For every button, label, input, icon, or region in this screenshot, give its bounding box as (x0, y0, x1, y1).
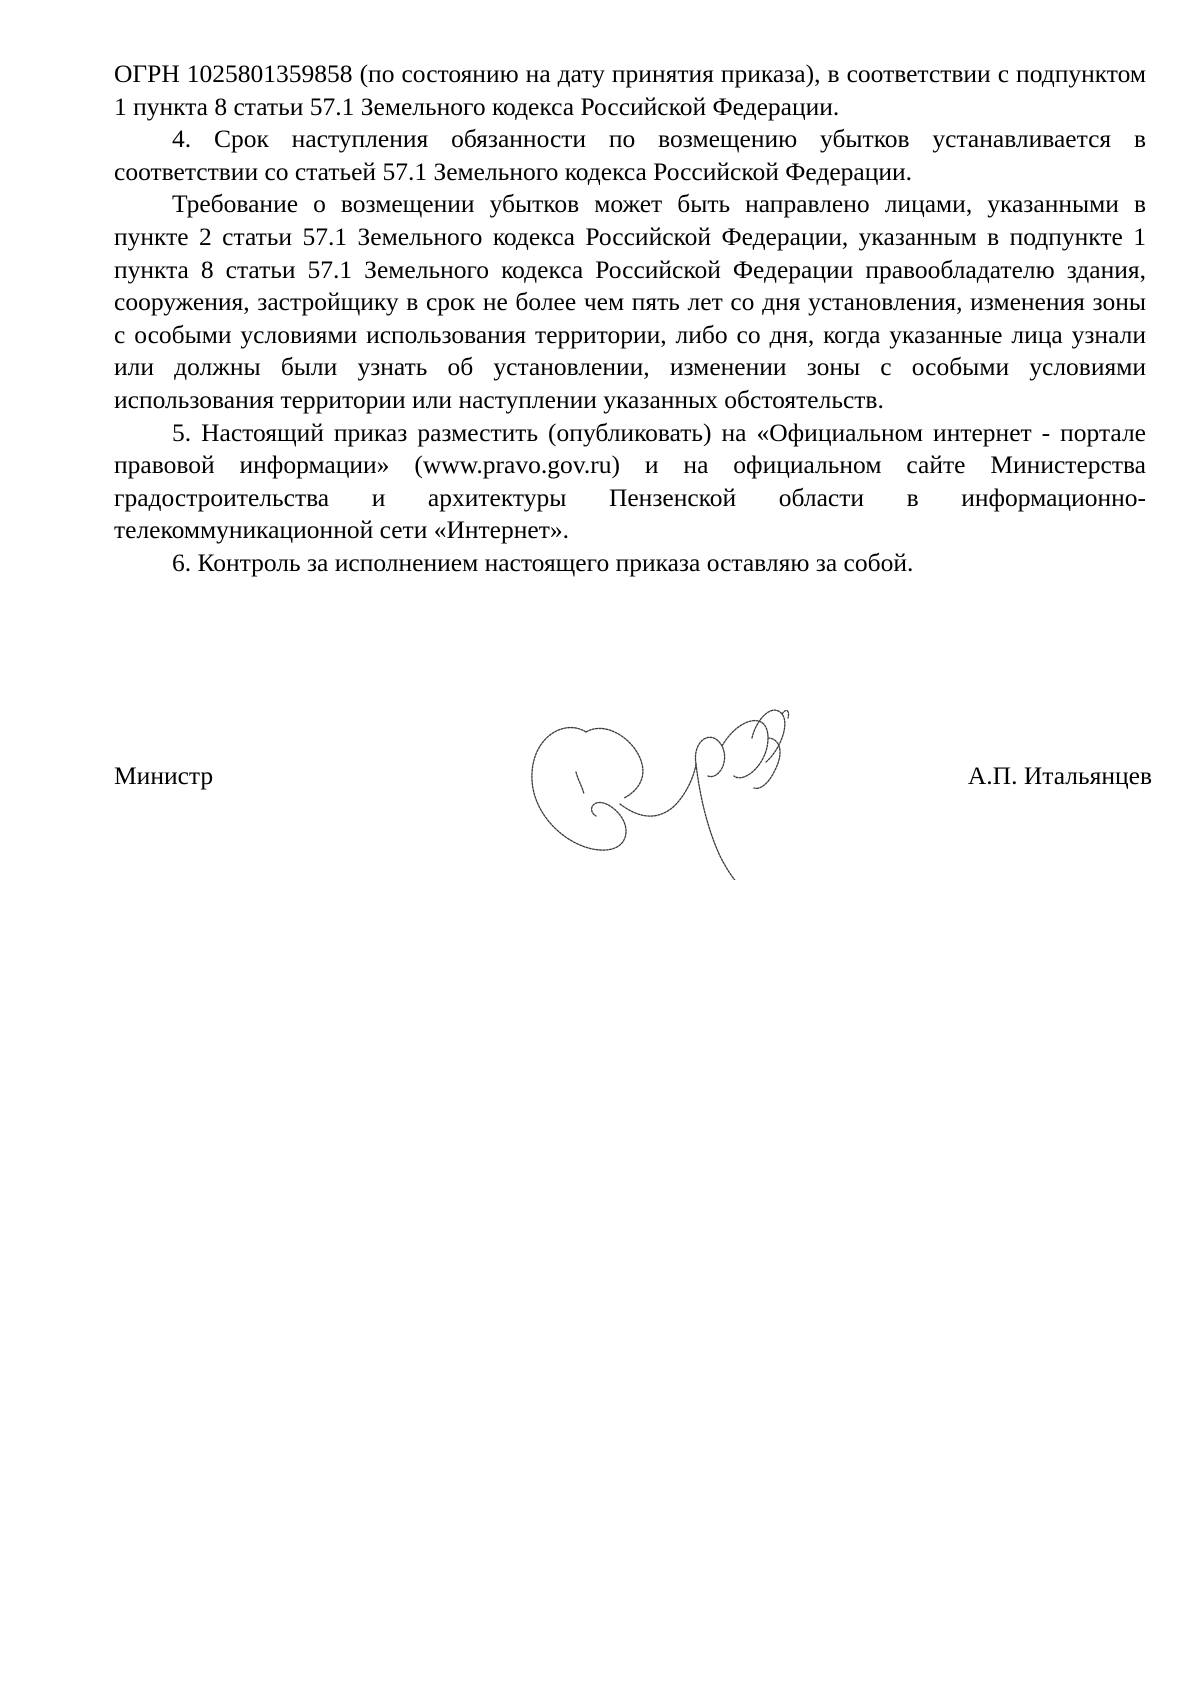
paragraph-item-5: 5. Настоящий приказ разместить (опубликовать) на «Официальном интернет - портале правовой информации» (www.pravo.gov.ru) и на официальном сайте Министерства градостроительства и архитектуры Пензенской области в информационно-телекоммуникационной сети «Интернет». (114, 417, 1146, 545)
signatory-name: А.П. Итальянцев (967, 761, 1152, 790)
signature-block (114, 680, 1152, 880)
paragraph-item-6: 6. Контроль за исполнением настоящего приказа оставляю за собой. (172, 547, 914, 577)
paragraph-claim-requirement: Требование о возмещении убытков может быть направлено лицами, указанными в пункте 2 статьи 57.1 Земельного кодекса Российской Федерации, указанным в подпункте 1 пункта 8 статьи 57.1 Земельного кодекса Российской Федерации правообладателю здания, сооружения, застройщику в срок не более чем пять лет со дня установления, изменения зоны с особыми условиями использования территории, либо со дня, когда указанные лица узнали или должны были узнать об установлении, изменении зоны с особыми условиями использования территории или наступлении указанных обстоятельств. (114, 189, 1146, 414)
signatory-title: Министр (114, 761, 214, 790)
paragraph-item-4: 4. Срок наступления обязанности по возмещению убытков устанавливается в соответствии со статьей 57.1 Земельного кодекса Российской Федерации. (114, 124, 1146, 186)
paragraph-ogrn: ОГРН 1025801359858 (по состоянию на дату принятия приказа), в соответствии с подпунктом 1 пункта 8 статьи 57.1 Земельного кодекса Российской Федерации. (114, 59, 1146, 121)
document-body (114, 58, 1146, 580)
handwritten-signature (524, 680, 844, 880)
